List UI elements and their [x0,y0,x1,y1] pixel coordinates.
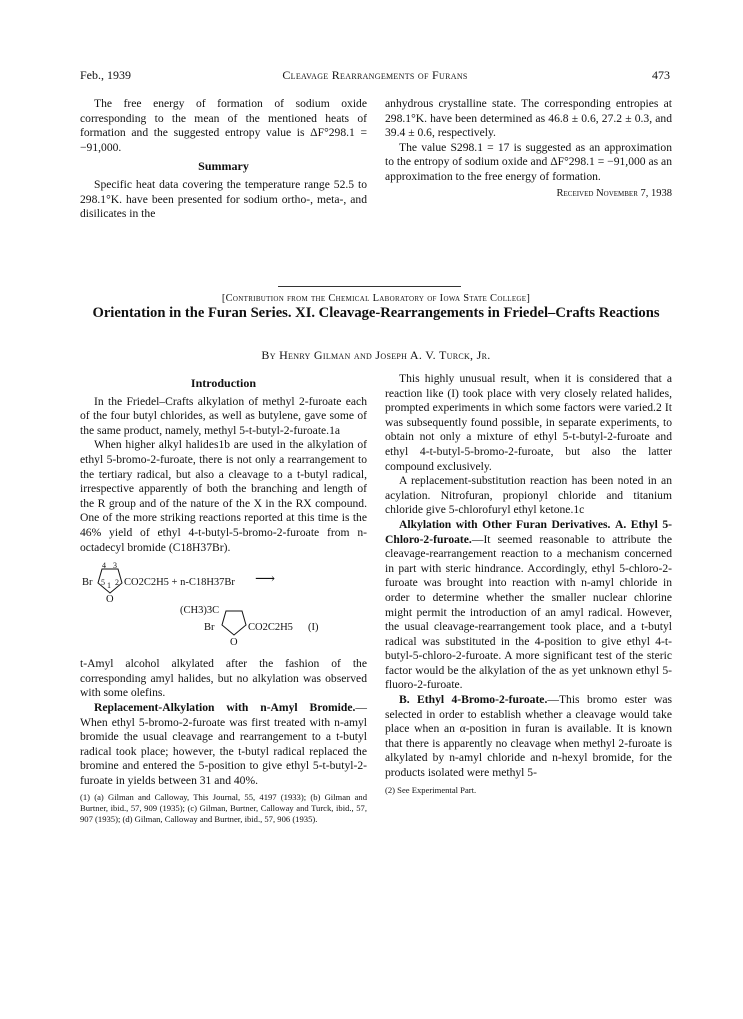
page-number: 473 [652,68,670,82]
header-title: Cleavage Rearrangements of Furans [282,68,468,82]
product-bromine: Br [204,622,215,634]
prev-paragraph: anhydrous crystalline state. The corresponding entropies at 298.1°K. have been determined as 46.8 ± 0.6, 27.2 ± 0.3, and 39.4 ± 0.6, respectively. [385,97,672,140]
body-paragraph: B. Ethyl 4-Bromo-2-furoate.—This bromo ester was selected in order to establish whether a cleavage would take place when an α-position in furan is available. It is known that there is apparently no cleavage when methyl 2-furoate is alkylated by n-amyl chloride and n-hexyl bromide, for the products isolated were methyl 5- [385,693,672,780]
ring-position-number: 2 [115,578,119,588]
body-paragraph: A replacement-substitution reaction has been noted in an acylation. Nitrofuran, propionyl chloride and titanium chloride give 5-chlorofuryl ethyl ketone.1c [385,474,672,517]
article-left-column [80,372,367,824]
introduction-heading: Introduction [190,376,257,390]
subsection-heading: Alkylation with Other Furan Derivatives. [399,517,611,531]
contribution-line: [Contribution from the Chemical Laboratory of Iowa State College] [221,293,531,304]
reactant-formula: CO2C2H5 + n-C18H37Br [124,577,235,589]
footnote-1: (1) (a) Gilman and Calloway, This Journal, 55, 4197 (1933); (b) Gilman and Burtner, ibid., 57, 909 (1935); (c) Gilman, Burtner, Calloway and Turck, ibid., 57, 907 (1935); (d) Gilman, Calloway and Burtner, ibid., 57, 906 (1935). [80,792,367,824]
ring-position-number: 3 [113,561,117,571]
summary-paragraph: Specific heat data covering the temperature range 52.5 to 298.1°K. have been presented for sodium ortho-, meta-, and disilicates in the [80,177,367,221]
received-date: Received November 7, 1938 [556,187,672,199]
article-right-column [385,372,672,795]
author-byline: By Henry Gilman and Joseph A. V. Turck, Jr. [261,348,491,362]
product-ester: CO2C2H5 [248,622,293,634]
running-header [80,68,670,84]
subsection-heading: Replacement-Alkylation with n-Amyl Bromide. [94,700,356,714]
summary-heading: Summary [198,159,249,174]
prev-article-right-column [385,97,672,201]
footnote-2: (2) See Experimental Part. [385,784,477,795]
reaction-arrow: ⟶ [255,572,276,588]
section-divider [278,286,461,287]
ring-position-number: 5 [101,578,105,588]
prev-paragraph: The free energy of formation of sodium oxide corresponding to the mean of the mentioned heats of formation and the suggested entropy value is ΔF°298.1 = −91,000. [80,97,367,154]
equation-label: (I) [308,622,319,634]
subsection-heading: A. Ethyl 5-Chloro-2-furoate. [385,517,672,546]
body-paragraph: When higher alkyl halides1b are used in the alkylation of ethyl 5-bromo-2-furoate, there is not only a rearrangement to the tertiary radical, but also a cleavage to a t-butyl radical, irrespective apparently of both the branching and length of the R group and of the nature of the X in the RX compound. One of the more striking reactions reported at this time is the 46% yield of ethyl 4-t-butyl-5-bromo-2-furoate from n-octadecyl bromide (C18H37Br). [80,438,367,554]
tbutyl-substituent: (CH3)3C [180,605,220,617]
ring-position-number: 4 [102,561,106,571]
subsection-heading: B. Ethyl 4-Bromo-2-furoate. [399,693,548,707]
product-ring-oxygen: O [230,637,238,649]
prev-article-left-column [80,97,367,222]
article-title: Orientation in the Furan Series. XI. Cleavage-Rearrangements in Friedel–Crafts Reactions [92,305,660,321]
ring-position-number: 1 [107,581,111,591]
body-paragraph: Alkylation with Other Furan Derivatives. A. Ethyl 5-Chloro-2-furoate.—It seemed reasonable to attribute the cleavage-rearrangement reaction to a mechanism concerned in part with steric hindrance. Accordingly, ethyl 5-chloro-2-furoate was brought into reaction with n-amyl chloride in order to determine whether the smaller nuclear chlorine might permit the introduction of an amyl radical. However, the usual cleavage-rearrangement took place, and a t-butyl radical was substituted in the 4-position to give ethyl 4-t-butyl-5-chloro-2-furoate. A more significant test of the steric factor would be the alkylation of the as yet unknown ethyl 5-fluoro-2-furoate. [385,517,672,692]
body-paragraph: Replacement-Alkylation with n-Amyl Bromide.—When ethyl 5-bromo-2-furoate was first treated with n-amyl bromide the usual cleavage and rearrangement to a t-butyl radical took place; however, the t-butyl radical replaced the bromine and entered the 5-position to give ethyl 5-t-butyl-2-furoate in yields between 31 and 40%. [80,700,367,787]
reaction-scheme [80,559,367,671]
header-date: Feb., 1939 [80,68,131,82]
body-paragraph: This highly unusual result, when it is considered that a reaction like (I) took place with very closely related halides, prompted experiments in which some factors were varied.2 It was subsequently found possible, in separate experiments, to obtain not only a mixture of ethyl 5-t-butyl-2-furoate and ethyl 4-t-butyl-5-bromo-2-furoate, but also the latter compound exclusively. [385,372,672,473]
ring-oxygen: O [106,594,114,606]
body-paragraph: In the Friedel–Crafts alkylation of methyl 2-furoate each of the four butyl chlorides, as well as butylene, gave some of the same product, namely, methyl 5-t-butyl-2-furoate.1a [80,394,367,437]
bromine-label: Br [82,577,93,589]
prev-paragraph: The value S298.1 = 17 is suggested as an approximation to the entropy of sodium oxide and ΔF°298.1 = −91,000 as an approximation to the free energy of formation. [385,140,672,183]
body-paragraph: t-Amyl alcohol alkylated after the fashion of the corresponding amyl halides, but no alkylation was observed with some olefins. [80,657,367,700]
